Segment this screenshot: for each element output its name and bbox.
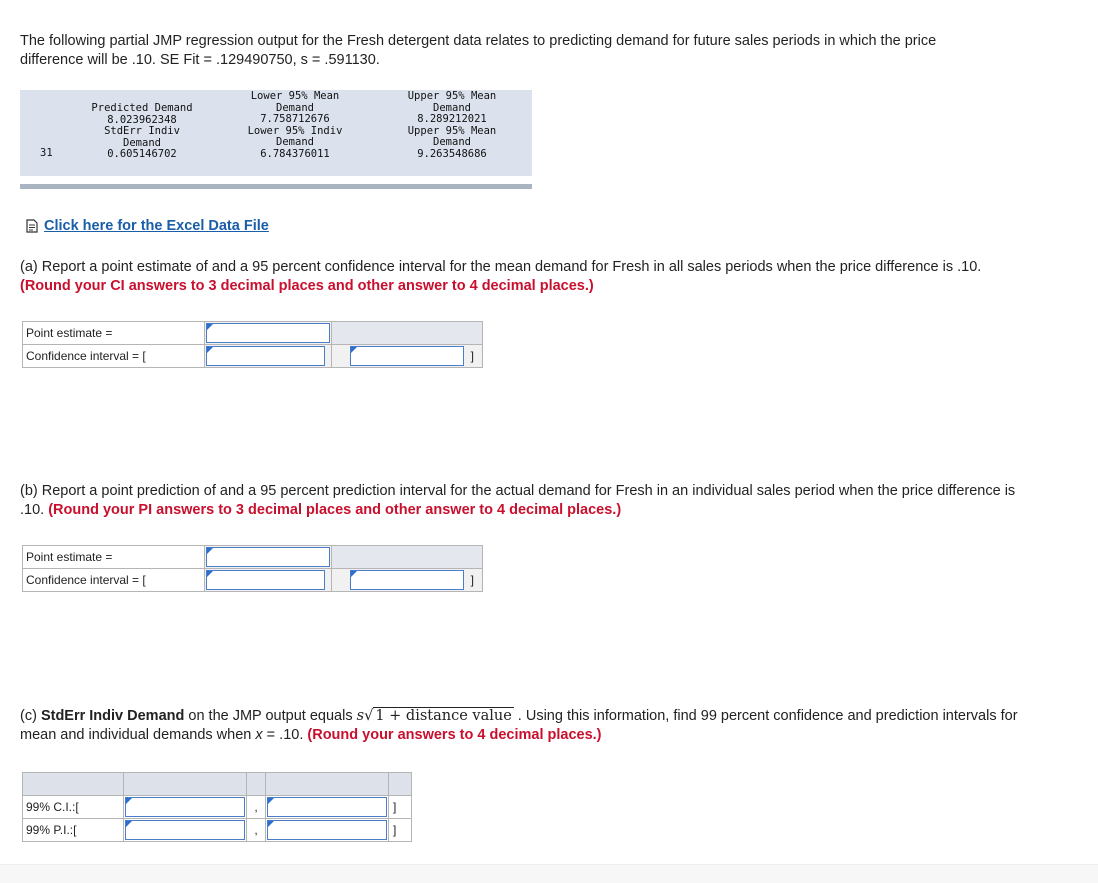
intro-text: The following partial JMP regression output for the Fresh detergent data relates to predicting demand for future sales periods in which the price difference will be .10. SE Fit = .129490750, s = .591130. xyxy=(20,33,937,68)
lower-indiv-value: 6.784376011 xyxy=(260,147,330,160)
upper-mean-label: Upper 95% Mean xyxy=(407,90,497,102)
part-a-ci-high-input[interactable] xyxy=(350,346,464,366)
part-c-ci-high-input[interactable] xyxy=(267,797,387,817)
excel-data-link-text[interactable]: Click here for the Excel Data File xyxy=(44,218,269,234)
part-a-point-input[interactable] xyxy=(206,323,330,343)
upper-indiv-value: 9.263548686 xyxy=(417,147,487,160)
lower-mean-label: Lower 95% Mean xyxy=(250,90,340,102)
bracket: ] xyxy=(470,573,474,587)
lower-mean-label-2: Demand xyxy=(276,101,314,114)
part-a-question: (a) Report a point estimate of and a 95 percent confidence interval for the mean demand for Fresh in all sales periods when the price difference is .10. (Round your CI answers to 3 decimal places and other answer to 4 decimal places.) xyxy=(20,259,982,294)
excel-data-link[interactable] xyxy=(26,218,269,234)
part-a-point-label: Point estimate = xyxy=(23,322,205,345)
part-b-point-input[interactable] xyxy=(206,547,330,567)
bracket: ] xyxy=(389,819,412,842)
bottom-bar xyxy=(0,864,1098,883)
upper-mean-value: 8.289212021 xyxy=(417,113,487,125)
part-b-ci-high-input[interactable] xyxy=(350,570,464,590)
part-b-ci-label: Confidence interval = [ xyxy=(23,569,205,592)
part-b-answer-table xyxy=(22,545,483,592)
predicted-demand-label: Predicted Demand xyxy=(91,102,193,114)
predicted-demand-value: 8.023962348 xyxy=(107,113,177,126)
part-c-instruction: (Round your answers to 4 decimal places.) xyxy=(307,727,602,743)
bracket: ] xyxy=(470,349,474,363)
part-b-instruction: (Round your PI answers to 3 decimal places and other answer to 4 decimal places.) xyxy=(48,502,622,518)
part-c-question: (c) StdErr Indiv Demand on the JMP output equals s√ 1 + distance value . Using this information, find 99 percent confidence and prediction intervals for mean and individual demands when x = .10. (Round your answers to 4 decimal places.) xyxy=(20,708,1018,743)
sep: , xyxy=(247,819,266,842)
bracket: ] xyxy=(389,796,412,819)
lower-indiv-label-2: Demand xyxy=(276,136,314,148)
stderr-indiv-label: StdErr Indiv xyxy=(104,125,180,137)
part-c-pi-low-input[interactable] xyxy=(125,820,245,840)
stderr-indiv-label-2: Demand xyxy=(123,136,161,149)
file-icon xyxy=(26,219,38,233)
part-c-ci-label: 99% C.I.:[ xyxy=(23,796,124,819)
part-c-answer-table xyxy=(22,772,412,842)
part-c-pi-label: 99% P.I.:[ xyxy=(23,819,124,842)
upper-indiv-label: Upper 95% Mean xyxy=(407,124,497,137)
part-a-answer-table xyxy=(22,321,483,368)
lower-mean-value: 7.758712676 xyxy=(260,113,330,125)
part-c-ci-low-input[interactable] xyxy=(125,797,245,817)
obs-number: 31 xyxy=(40,147,53,159)
sep: , xyxy=(247,796,266,819)
stderr-indiv-value: 0.605146702 xyxy=(107,148,177,160)
part-b-point-label: Point estimate = xyxy=(23,546,205,569)
lower-indiv-label: Lower 95% Indiv xyxy=(247,124,343,137)
part-a-ci-label: Confidence interval = [ xyxy=(23,345,205,368)
jmp-output-table xyxy=(20,90,532,176)
part-c-pi-high-input[interactable] xyxy=(267,820,387,840)
upper-indiv-label-2: Demand xyxy=(433,136,471,148)
formula: s√ 1 + distance value xyxy=(356,708,512,724)
part-b-ci-low-input[interactable] xyxy=(206,570,325,590)
upper-mean-label-2: Demand xyxy=(433,101,471,114)
jmp-divider xyxy=(20,184,532,189)
part-a-ci-low-input[interactable] xyxy=(206,346,325,366)
part-b-question: (b) Report a point prediction of and a 95 percent prediction interval for the actual demand for Fresh in an individual sales period when the price difference is .10. (Round your PI answers to 3 decimal places and other answer to 4 decimal places.) xyxy=(20,483,1016,518)
part-a-instruction: (Round your CI answers to 3 decimal places and other answer to 4 decimal places.) xyxy=(20,278,594,294)
